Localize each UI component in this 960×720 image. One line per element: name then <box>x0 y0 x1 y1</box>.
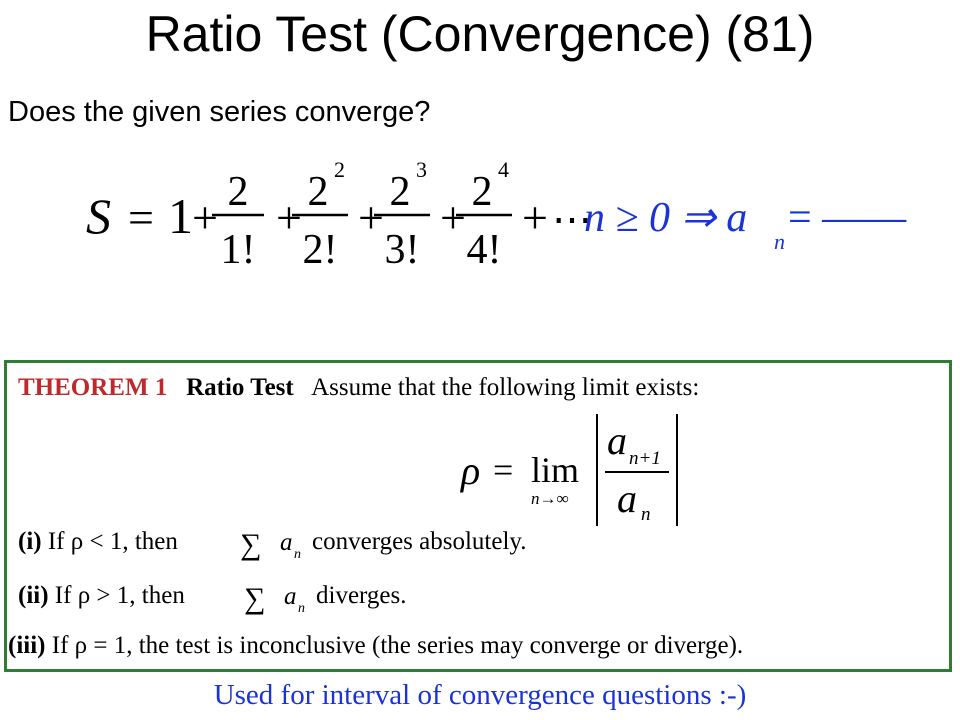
sum-term-sub: n <box>294 547 301 562</box>
series-term <box>212 169 264 273</box>
svg-text:=: = <box>128 192 154 243</box>
condition-text: n ≥ 0 ⇒ a <box>584 195 748 241</box>
condition-sub: n <box>774 229 785 254</box>
sum-term-sub: n <box>298 601 305 616</box>
condition-iii <box>8 628 743 664</box>
term-numerator: 2 <box>471 169 493 215</box>
condition-result: converges absolutely. <box>312 528 527 555</box>
theorem-label: THEOREM 1 <box>18 374 168 401</box>
term-denominator: 4! <box>466 227 502 273</box>
condition-label: (i) <box>18 528 42 555</box>
theorem-heading <box>18 368 699 408</box>
formula-under: n→∞ <box>531 489 569 508</box>
formula-denominator: a <box>617 476 637 521</box>
formula-lhs: ρ <box>461 448 481 493</box>
term-denominator: 3! <box>384 227 420 273</box>
svg-text:+: + <box>440 192 466 243</box>
term-numerator: 2 <box>227 169 249 215</box>
sum-icon <box>244 580 316 616</box>
series-equation <box>80 155 907 275</box>
condition-result: diverges. <box>316 582 407 609</box>
svg-text:+: + <box>192 192 218 243</box>
condition-text: If ρ > 1, then <box>54 582 185 609</box>
condition-tail: = —— <box>788 195 907 241</box>
term-numerator: 2 <box>307 169 329 215</box>
svg-text:+: + <box>276 192 302 243</box>
svg-text:+: + <box>358 192 384 243</box>
condition-label: (iii) <box>8 632 46 659</box>
condition-text: If ρ = 1, the test is inconclusive (the series may converge or diverge). <box>51 632 744 659</box>
svg-text:∑: ∑ <box>244 582 266 615</box>
term-denominator: 2! <box>302 227 338 273</box>
svg-text:∑: ∑ <box>240 528 262 561</box>
formula-numerator-sub: n+1 <box>629 448 661 469</box>
sum-term: a <box>284 583 297 610</box>
svg-text:+: + <box>522 192 548 243</box>
condition-label: (ii) <box>18 582 49 609</box>
condition-i <box>18 524 618 560</box>
sum-icon <box>240 526 312 562</box>
series-term <box>292 157 348 273</box>
term-exponent: 4 <box>498 157 509 182</box>
series-ellipsis: ⋯ <box>552 197 592 242</box>
theorem-name: Ratio Test <box>186 374 294 401</box>
series-lhs: S <box>86 188 111 244</box>
svg-text:=: = <box>493 450 514 490</box>
series-term <box>456 157 512 273</box>
slide-title: Ratio Test (Convergence) (81) <box>145 6 815 62</box>
formula-lim: lim <box>531 450 580 490</box>
formula-numerator: a <box>607 418 627 463</box>
footer-note: Used for interval of convergence questions :-) <box>213 679 747 711</box>
series-condition <box>584 195 907 254</box>
term-exponent: 3 <box>416 157 427 182</box>
theorem-statement: Assume that the following limit exists: <box>311 374 700 401</box>
condition-ii <box>18 578 618 614</box>
sum-term: a <box>280 529 293 556</box>
term-numerator: 2 <box>389 169 411 215</box>
question-text: Does the given series converge? <box>8 96 431 128</box>
condition-text: If ρ < 1, then <box>47 528 178 555</box>
term-denominator: 1! <box>220 227 256 273</box>
rho-formula <box>455 408 705 530</box>
term-exponent: 2 <box>334 157 345 182</box>
series-term <box>374 157 430 273</box>
formula-denominator-sub: n <box>641 504 651 525</box>
series-first-term: 1 <box>168 188 193 244</box>
